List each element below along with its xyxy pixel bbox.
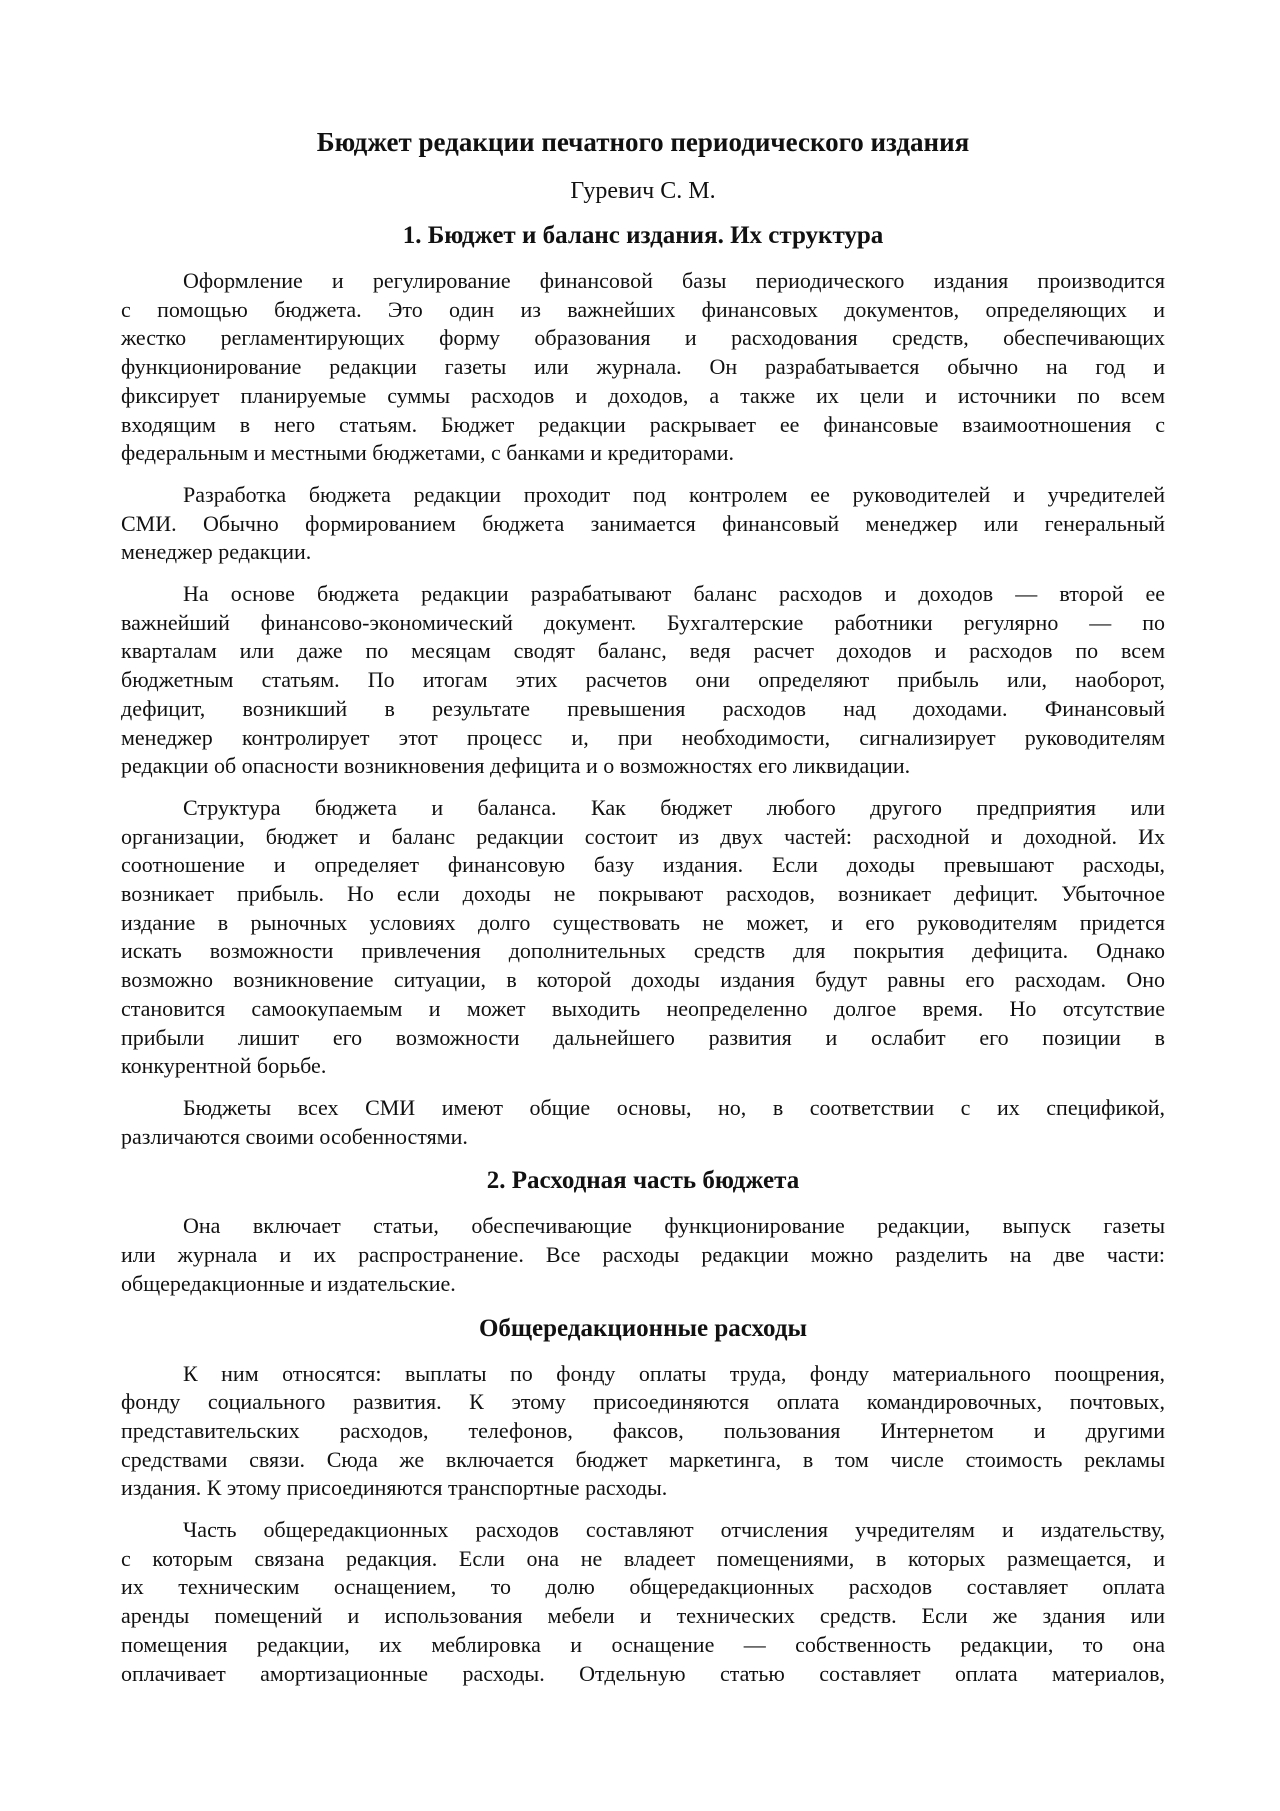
- paragraph-line: прибыли лишит его возможности дальнейшего развития и ослабит его позиции в: [121, 1024, 1165, 1050]
- paragraph: [121, 794, 1165, 1081]
- paragraph-line: возникает прибыль. Но если доходы не покрывают расходов, возникает дефицит. Убыточное: [121, 881, 1165, 907]
- paragraph: [121, 580, 1165, 781]
- paragraph-line: Разработка бюджета редакции проходит под контролем ее руководителей и учредителей: [183, 481, 1165, 507]
- paragraph-line: фонду социального развития. К этому присоединяются оплата командировочных, почтовых,: [121, 1389, 1165, 1415]
- paragraph-line: фиксирует планируемые суммы расходов и доходов, а также их цели и источники по всем: [121, 382, 1165, 408]
- paragraph-line: средствами связи. Сюда же включается бюджет маркетинга, в том числе стоимость рекламы: [121, 1446, 1165, 1472]
- paragraph-line: кварталам или даже по месяцам сводят баланс, ведя расчет доходов и расходов по всем: [121, 638, 1165, 664]
- paragraph-line: или журнала и их распространение. Все расходы редакции можно разделить на две части:: [121, 1242, 1165, 1268]
- paragraph-line: с помощью бюджета. Это один из важнейших финансовых документов, определяющих и: [121, 296, 1165, 322]
- paragraph-line: менеджер контролирует этот процесс и, при необходимости, сигнализирует руководителям: [121, 724, 1165, 750]
- paragraph: [121, 267, 1165, 468]
- section-heading: 1. Бюджет и баланс издания. Их структура: [402, 222, 884, 249]
- document-body: [121, 220, 1165, 1688]
- paragraph-line: бюджетным статьям. По итогам этих расчетов они определяют прибыль или, наоборот,: [121, 667, 1165, 693]
- paragraph-line: жестко регламентирующих форму образования и расходования средств, обеспечивающих: [121, 325, 1165, 351]
- paragraph-line: соотношение и определяет финансовую базу издания. Если доходы превышают расходы,: [121, 852, 1165, 878]
- paragraph-line: издание в рыночных условиях долго существовать не может, и его руководителям придется: [121, 909, 1165, 935]
- paragraph-line: СМИ. Обычно формированием бюджета занимается финансовый менеджер или генеральный: [121, 510, 1165, 536]
- section-heading: Общередакционные расходы: [478, 1314, 807, 1342]
- paragraph-line: с которым связана редакция. Если она не владеет помещениями, в которых размещается, и: [121, 1545, 1165, 1571]
- paragraph-line: На основе бюджета редакции разрабатывают баланс расходов и доходов — второй ее: [183, 581, 1165, 607]
- paragraph: [121, 1516, 1165, 1688]
- paragraph-line: редакции об опасности возникновения дефицита и о возможностях его ликвидации.: [121, 753, 911, 779]
- paragraph-line: федеральным и местными бюджетами, с банками и кредиторами.: [121, 440, 734, 466]
- paragraph-line: помещения редакции, их меблировка и оснащение — собственность редакции, то она: [121, 1631, 1165, 1657]
- paragraph: [121, 1360, 1165, 1504]
- paragraph-line: Оформление и регулирование финансовой базы периодического издания производится: [183, 268, 1165, 293]
- paragraph-line: К ним относятся: выплаты по фонду оплаты труда, фонду материального поощрения,: [183, 1360, 1165, 1386]
- paragraph: [121, 1212, 1165, 1298]
- paragraph-line: представительских расходов, телефонов, факсов, пользования Интернетом и другими: [121, 1417, 1165, 1443]
- paragraph-line: дефицит, возникший в результате превышения расходов над доходами. Финансовый: [121, 695, 1165, 721]
- paragraph-line: входящим в него статьям. Бюджет редакции раскрывает ее финансовые взаимоотношения с: [121, 411, 1165, 437]
- paragraph-line: общередакционные и издательские.: [121, 1270, 456, 1296]
- paragraph-line: важнейший финансово-экономический документ. Бухгалтерские работники регулярно — по: [121, 609, 1165, 635]
- document-title: Бюджет редакции печатного периодического издания: [316, 127, 970, 157]
- paragraph-line: организации, бюджет и баланс редакции состоит из двух частей: расходной и доходной. Их: [121, 823, 1165, 849]
- paragraph-line: конкурентной борьбе.: [121, 1053, 327, 1079]
- document-author: Гуревич С. М.: [570, 178, 716, 204]
- paragraph: [121, 481, 1165, 567]
- document-page: [121, 0, 1165, 1688]
- paragraph-line: различаются своими особенностями.: [121, 1123, 468, 1149]
- paragraph-line: Бюджеты всех СМИ имеют общие основы, но, в соответствии с их спецификой,: [183, 1094, 1165, 1120]
- paragraph-line: становится самоокупаемым и может выходить неопределенно долгое время. Но отсутствие: [121, 995, 1165, 1021]
- paragraph-line: возможно возникновение ситуации, в которой доходы издания будут равны его расходам. Оно: [121, 967, 1165, 993]
- section-heading: 2. Расходная часть бюджета: [486, 1167, 800, 1195]
- paragraph: [121, 1094, 1165, 1151]
- paragraph-line: искать возможности привлечения дополнительных средств для покрытия дефицита. Однако: [121, 938, 1165, 964]
- paragraph-line: Она включает статьи, обеспечивающие функционирование редакции, выпуск газеты: [183, 1213, 1165, 1239]
- paragraph-line: Структура бюджета и баланса. Как бюджет любого другого предприятия или: [183, 794, 1165, 820]
- paragraph-line: оплачивает амортизационные расходы. Отдельную статью составляет оплата материалов,: [121, 1660, 1165, 1686]
- paragraph-line: их техническим оснащением, то долю общередакционных расходов составляет оплата: [121, 1574, 1165, 1600]
- paragraph-line: Часть общередакционных расходов составляют отчисления учредителям и издательству,: [183, 1517, 1165, 1543]
- paragraph-line: издания. К этому присоединяются транспортные расходы.: [121, 1475, 668, 1501]
- paragraph-line: аренды помещений и использования мебели и технических средств. Если же здания или: [121, 1603, 1165, 1629]
- paragraph-line: менеджер редакции.: [121, 539, 312, 565]
- paragraph-line: функционирование редакции газеты или журнала. Он разрабатывается обычно на год и: [121, 354, 1165, 380]
